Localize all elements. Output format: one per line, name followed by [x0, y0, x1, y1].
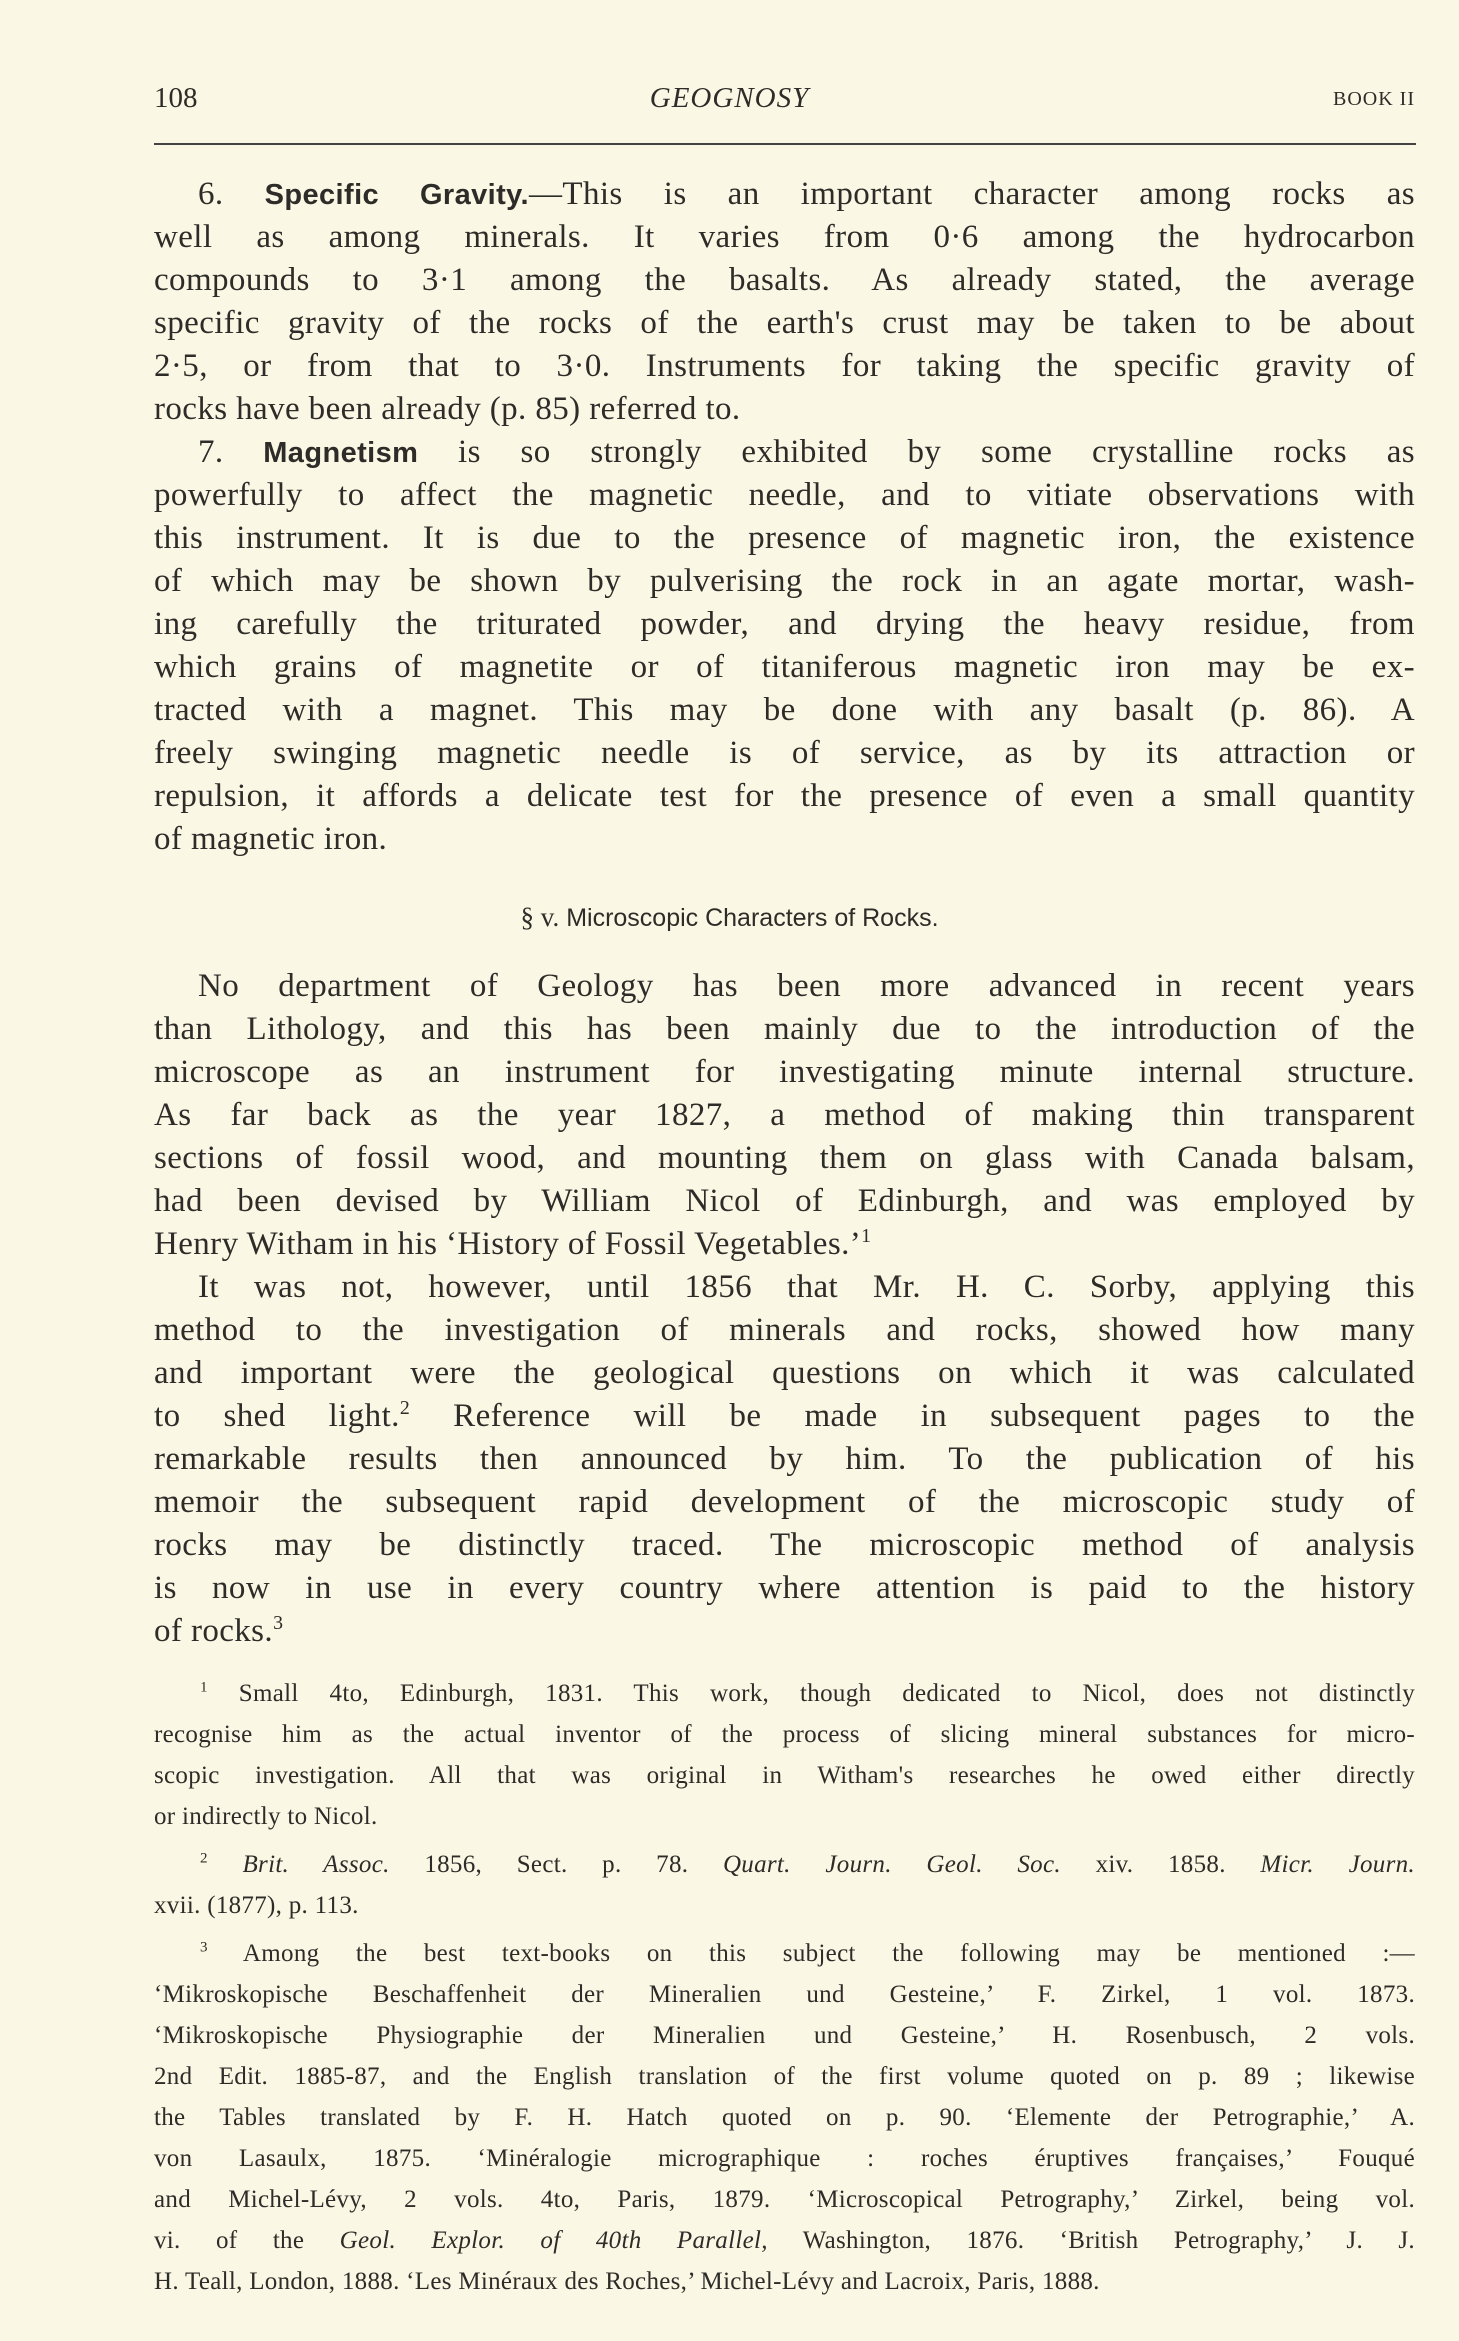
text-run: rocks have been already (p. 85) referred to.: [154, 391, 741, 427]
section-number: § v.: [520, 902, 560, 932]
text-line: [154, 2220, 1415, 2261]
paragraph-magnetism: [154, 431, 1415, 861]
text-line: [154, 2261, 1415, 2302]
text-run: [208, 1851, 243, 1878]
text-line: [154, 388, 1415, 431]
page-number: 108: [154, 82, 198, 114]
text-run: ‘Mikroskopische Physiographie der Mineralien und Gesteine,’ H. Rosenbusch, 2 vols.: [154, 2022, 1415, 2049]
footnote-ref: 2: [399, 1397, 411, 1419]
text-line: [154, 1309, 1415, 1352]
text-run: sections of fossil wood, and mounting them on glass with Canada balsam,: [154, 1140, 1415, 1176]
text-line: [154, 474, 1415, 517]
text-run: or indirectly to Nicol.: [154, 1803, 378, 1830]
text-line: [154, 431, 1415, 474]
text-run: Micr. Journ.: [1260, 1851, 1415, 1878]
text-run: Small 4to, Edinburgh, 1831. This work, though dedicated to Nicol, does not distinctly: [207, 1680, 1415, 1707]
text-run: specific gravity of the rocks of the earth's crust may be taken to be about: [154, 305, 1415, 341]
footnotes: [154, 1673, 1415, 2302]
run-in-heading: Magnetism: [263, 437, 419, 469]
text-line: [154, 603, 1415, 646]
text-line: [154, 1610, 1415, 1653]
text-line: [154, 1137, 1415, 1180]
footnote-ref: 1: [200, 1679, 208, 1696]
text-line: [154, 965, 1415, 1008]
text-run: rocks may be distinctly traced. The microscopic method of analysis: [154, 1527, 1415, 1563]
text-run: scopic investigation. All that was original in Witham's researches he owed either directly: [154, 1762, 1415, 1789]
text-run: of magnetic iron.: [154, 821, 388, 857]
text-run: Among the best text-books on this subject the following may be mentioned :—: [207, 1940, 1415, 1967]
text-line: [154, 1524, 1415, 1567]
text-line: [154, 216, 1415, 259]
text-line: [154, 1714, 1415, 1755]
text-run: Quart. Journ. Geol. Soc.: [722, 1851, 1061, 1878]
text-run: Washington, 1876. ‘British Petrography,’ J. J.: [767, 2227, 1415, 2254]
text-run: compounds to 3·1 among the basalts. As already stated, the average: [154, 262, 1415, 298]
text-run: Henry Witham in his ‘History of Fossil Vegetables.’: [154, 1226, 862, 1262]
text-line: [154, 2097, 1415, 2138]
text-run: repulsion, it affords a delicate test for the presence of even a small quantity: [154, 778, 1415, 814]
footnote: [154, 1844, 1415, 1926]
text-line: [154, 173, 1415, 216]
text-run: of rocks.: [154, 1613, 274, 1649]
footnote-ref: 2: [200, 1850, 208, 1867]
run-in-heading: Specific Gravity.: [264, 179, 529, 211]
text-line: [154, 302, 1415, 345]
text-run: It was not, however, until 1856 that Mr. H. C. Sorby, applying this: [198, 1269, 1415, 1305]
text-line: [154, 1885, 1415, 1926]
text-line: [154, 1567, 1415, 1610]
text-line: [154, 560, 1415, 603]
text-line: [154, 1933, 1415, 1974]
footnote: [154, 1933, 1415, 2302]
text-run: vi. of the: [154, 2227, 340, 2254]
text-run: the Tables translated by F. H. Hatch quoted on p. 90. ‘Elemente der Petrographie,’ A.: [154, 2104, 1415, 2131]
text-line: [154, 2179, 1415, 2220]
text-run: 2·5, or from that to 3·0. Instruments for taking the specific gravity of: [154, 348, 1415, 384]
text-line: [154, 1266, 1415, 1309]
text-line: [154, 1008, 1415, 1051]
text-line: [154, 1844, 1415, 1885]
text-line: [154, 2138, 1415, 2179]
text-line: [154, 2015, 1415, 2056]
text-run: No department of Geology has been more advanced in recent years: [198, 968, 1415, 1004]
text-line: [154, 1796, 1415, 1837]
book-label: BOOK II: [1333, 88, 1415, 110]
text-run: —This is an important character among rocks as: [529, 176, 1416, 212]
footnote-ref: 1: [861, 1225, 872, 1247]
text-line: [154, 259, 1415, 302]
section-title: Microscopic Characters of Rocks.: [566, 904, 939, 932]
text-run: xiv. 1858.: [1060, 1851, 1261, 1878]
header-rule: [154, 143, 1416, 145]
text-run: method to the investigation of minerals and rocks, showed how many: [154, 1312, 1415, 1348]
text-run: von Lasaulx, 1875. ‘Minéralogie micrographique : roches éruptives françaises,’ Fouqué: [154, 2145, 1415, 2172]
text-run: which grains of magnetite or of titaniferous magnetic iron may be ex-: [154, 649, 1415, 685]
text-line: [154, 1673, 1415, 1714]
footnote-ref: 3: [273, 1612, 284, 1634]
footnote: [154, 1673, 1415, 1837]
text-run: recognise him as the actual inventor of the process of slicing mineral substances for micro-: [154, 1721, 1415, 1748]
text-run: well as among minerals. It varies from 0·6 among the hydrocarbon: [154, 219, 1415, 255]
footnote-ref: 3: [200, 1939, 208, 1956]
text-run: As far back as the year 1827, a method of making thin transparent: [154, 1097, 1415, 1133]
text-run: than Lithology, and this has been mainly due to the introduction of the: [154, 1011, 1415, 1047]
text-line: [154, 775, 1415, 818]
text-line: [154, 1438, 1415, 1481]
text-run: is so strongly exhibited by some crystalline rocks as: [418, 434, 1415, 470]
text-run: Reference will be made in subsequent pages to the: [410, 1398, 1416, 1434]
section-heading: [0, 902, 1459, 933]
text-run: memoir the subsequent rapid development of the microscopic study of: [154, 1484, 1415, 1520]
text-run: is now in use in every country where attention is paid to the history: [154, 1570, 1415, 1606]
text-line: [154, 1223, 1415, 1266]
text-run: H. Teall, London, 1888. ‘Les Minéraux des Roches,’ Michel-Lévy and Lacroix, Paris, 1888.: [154, 2268, 1100, 2295]
text-line: [154, 646, 1415, 689]
text-run: Brit. Assoc.: [242, 1851, 390, 1878]
paragraph-specific-gravity: [154, 173, 1415, 431]
text-line: [154, 1974, 1415, 2015]
text-run: 2nd Edit. 1885-87, and the English translation of the first volume quoted on p. 89 ; likewise: [154, 2063, 1415, 2090]
text-line: [154, 1180, 1415, 1223]
text-line: [154, 345, 1415, 388]
text-run: of which may be shown by pulverising the rock in an agate mortar, wash-: [154, 563, 1415, 599]
paragraph-microscope-history: [154, 965, 1415, 1266]
text-line: [154, 1481, 1415, 1524]
text-run: Geol. Explor. of 40th Parallel,: [339, 2227, 768, 2254]
text-line: [154, 517, 1415, 560]
text-run: microscope as an instrument for investigating minute internal structure.: [154, 1054, 1415, 1090]
text-run: had been devised by William Nicol of Edinburgh, and was employed by: [154, 1183, 1415, 1219]
running-title: GEOGNOSY: [649, 82, 810, 114]
text-line: [154, 1051, 1415, 1094]
text-run: 7.: [198, 434, 264, 470]
text-line: [154, 1755, 1415, 1796]
text-line: [154, 1094, 1415, 1137]
text-run: tracted with a magnet. This may be done with any basalt (p. 86). A: [154, 692, 1415, 728]
text-run: ‘Mikroskopische Beschaffenheit der Mineralien und Gesteine,’ F. Zirkel, 1 vol. 1873.: [154, 1981, 1415, 2008]
text-run: powerfully to affect the magnetic needle, and to vitiate observations with: [154, 477, 1415, 513]
text-run: and Michel-Lévy, 2 vols. 4to, Paris, 1879. ‘Microscopical Petrography,’ Zirkel, being vol.: [154, 2186, 1415, 2213]
text-line: [154, 1395, 1415, 1438]
text-line: [154, 732, 1415, 775]
text-line: [154, 689, 1415, 732]
text-run: remarkable results then announced by him. To the publication of his: [154, 1441, 1415, 1477]
text-run: freely swinging magnetic needle is of service, as by its attraction or: [154, 735, 1415, 771]
text-run: this instrument. It is due to the presence of magnetic iron, the existence: [154, 520, 1415, 556]
text-run: and important were the geological questions on which it was calculated: [154, 1355, 1415, 1391]
text-run: 6.: [198, 176, 265, 212]
paragraph-sorby: [154, 1266, 1415, 1653]
text-run: xvii. (1877), p. 113.: [154, 1892, 359, 1919]
text-line: [154, 818, 1415, 861]
text-line: [154, 1352, 1415, 1395]
text-run: ing carefully the triturated powder, and drying the heavy residue, from: [154, 606, 1415, 642]
text-run: to shed light.: [154, 1398, 400, 1434]
text-line: [154, 2056, 1415, 2097]
text-run: 1856, Sect. p. 78.: [389, 1851, 723, 1878]
